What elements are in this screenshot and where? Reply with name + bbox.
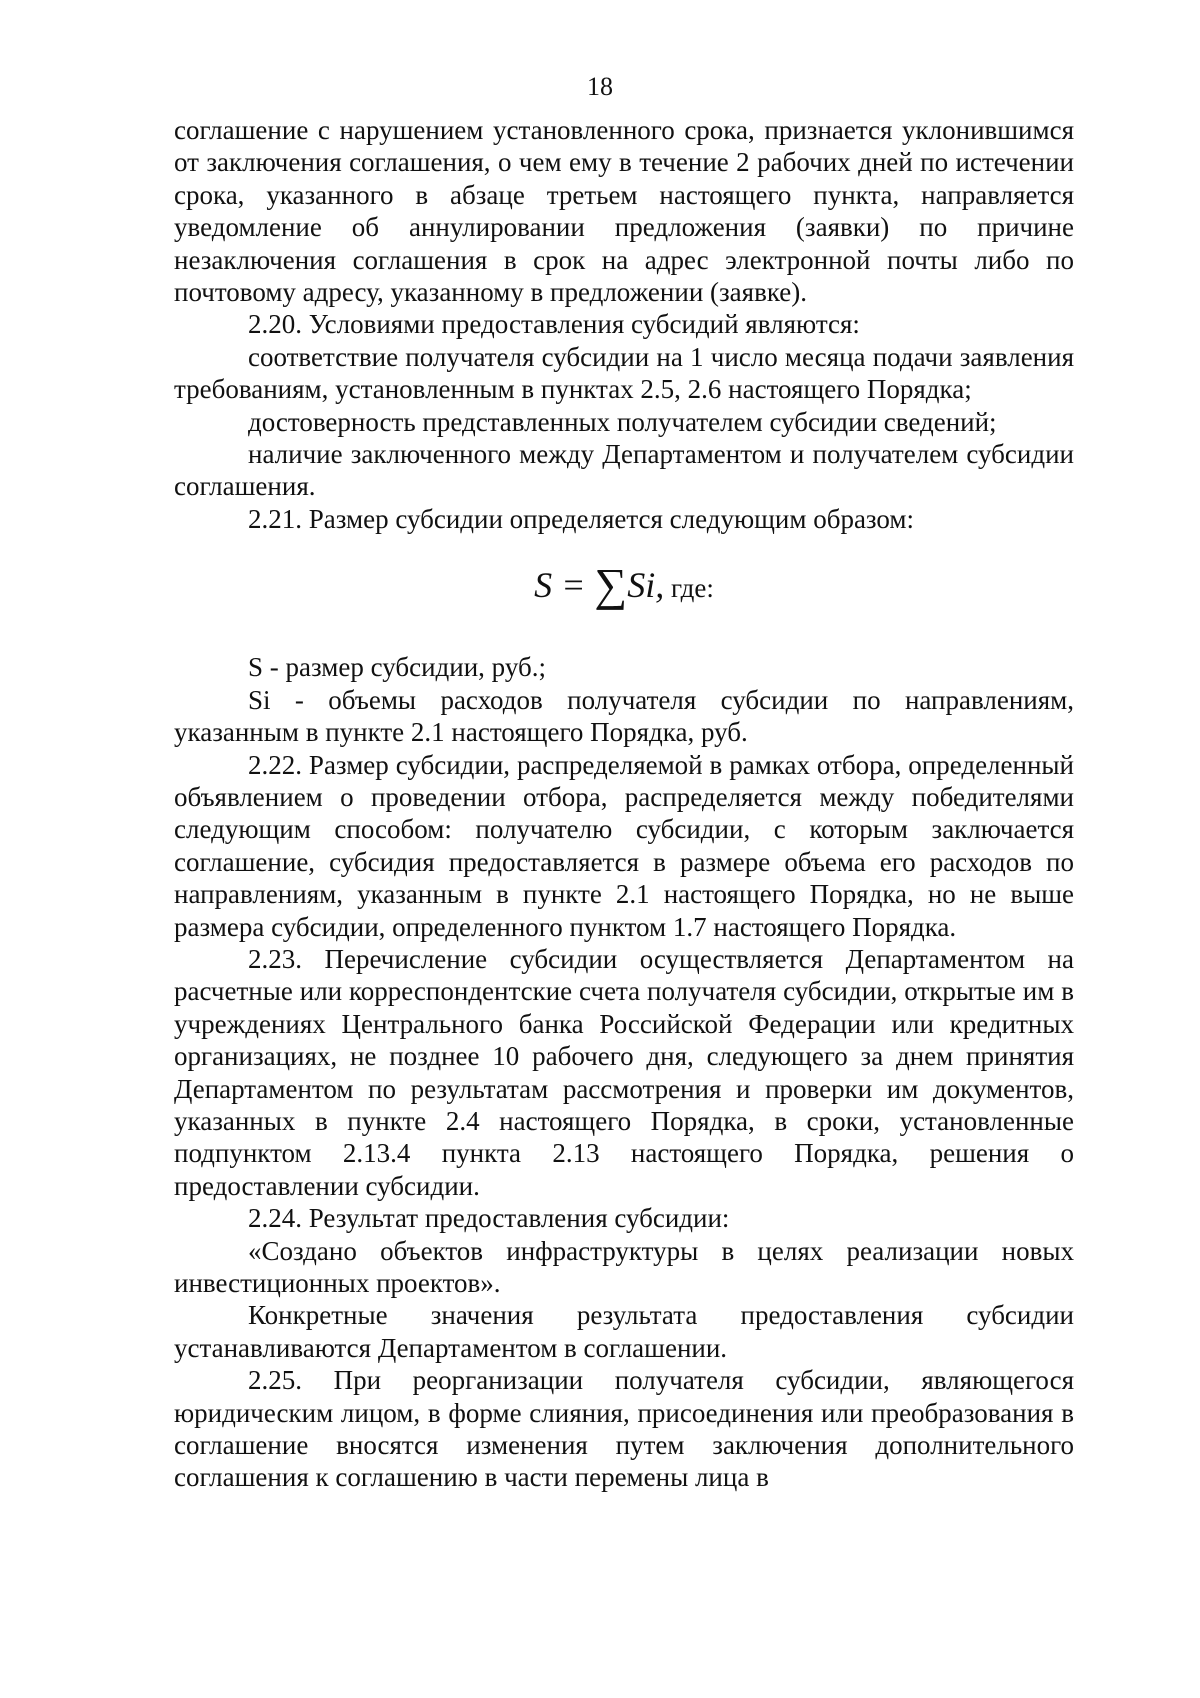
formula-rhs: Si,: [627, 565, 665, 606]
paragraph-2-20-condition-3: наличие заключенного между Департаментом и получателем субсидии соглашения.: [174, 439, 1074, 502]
paragraph-2-23: 2.23. Перечисление субсидии осуществляется Департаментом на расчетные или корреспондентские счета получателя субсидии, открытые им в учреждениях Центрального банка Российской Федерации или кредитных организациях, не позднее 10 рабочего дня, следующего за днем принятия Департаментом по результатам рассмотрения и проверки им документов, указанных в пункте 2.4 настоящего Порядка, в сроки, установленные подпунктом 2.13.4 пункта 2.13 настоящего Порядка, решения о предоставлении субсидии.: [174, 943, 1074, 1201]
paragraph-def-s: S - размер субсидии, руб.;: [248, 652, 546, 683]
paragraph-2-24-result: «Создано объектов инфраструктуры в целях реализации новых инвестиционных проектов».: [174, 1235, 1074, 1298]
paragraphs-after-formula: [174, 651, 1074, 1494]
formula-sum-sign: ∑: [594, 559, 628, 611]
paragraph-2-21: 2.21. Размер субсидии определяется следующим образом:: [248, 503, 915, 534]
paragraph-2-24-values: Конкретные значения результата предоставления субсидии устанавливаются Департаментом в соглашении.: [174, 1300, 1074, 1363]
paragraph-2-20-condition-2: достоверность представленных получателем субсидии сведений;: [248, 406, 997, 437]
paragraph-continuation: соглашение с нарушением установленного срока, признается уклонившимся от заключения соглашения, о чем ему в течение 2 рабочих дней по истечении срока, указанного в абзаце третьем настоящего пункта, направляется уведомление об аннулировании предложения (заявки) по причине незаключения соглашения в срок на адрес электронной почты либо по почтовому адресу, указанному в предложении (заявке).: [174, 115, 1074, 308]
document-body: [174, 114, 1074, 1494]
paragraph-def-si: Si - объемы расходов получателя субсидии по направлениям, указанным в пункте 2.1 настоящего Порядка, руб.: [174, 684, 1074, 748]
formula-lhs: S =: [534, 565, 595, 606]
paragraphs-before-formula: [174, 114, 1074, 535]
paragraph-2-20-condition-1: соответствие получателя субсидии на 1 число месяца подачи заявления требованиям, установленным в пунктах 2.5, 2.6 настоящего Порядка;: [174, 341, 1074, 405]
formula-line: [174, 559, 1074, 611]
formula-suffix: где:: [664, 573, 714, 604]
paragraph-2-24: 2.24. Результат предоставления субсидии:: [248, 1203, 730, 1234]
subsidy-formula: [174, 535, 1074, 651]
page-number: 18: [587, 72, 613, 101]
paragraph-2-20: 2.20. Условиями предоставления субсидий являются:: [248, 309, 860, 340]
paragraph-2-25: 2.25. При реорганизации получателя субсидии, являющегося юридическим лицом, в форме слияния, присоединения или преобразования в соглашение вносятся изменения путем заключения дополнительного соглашения к соглашению в части перемены лица в: [174, 1365, 1074, 1493]
paragraph-2-22: 2.22. Размер субсидии, распределяемой в рамках отбора, определенный объявлением о проведении отбора, распределяется между победителями следующим способом: получателю субсидии, с которым заключается соглашение, субсидия предоставляется в размере объема его расходов по направлениям, указанным в пункте 2.1 настоящего Порядка, но не выше размера субсидии, определенного пунктом 1.7 настоящего Порядка.: [174, 749, 1074, 942]
